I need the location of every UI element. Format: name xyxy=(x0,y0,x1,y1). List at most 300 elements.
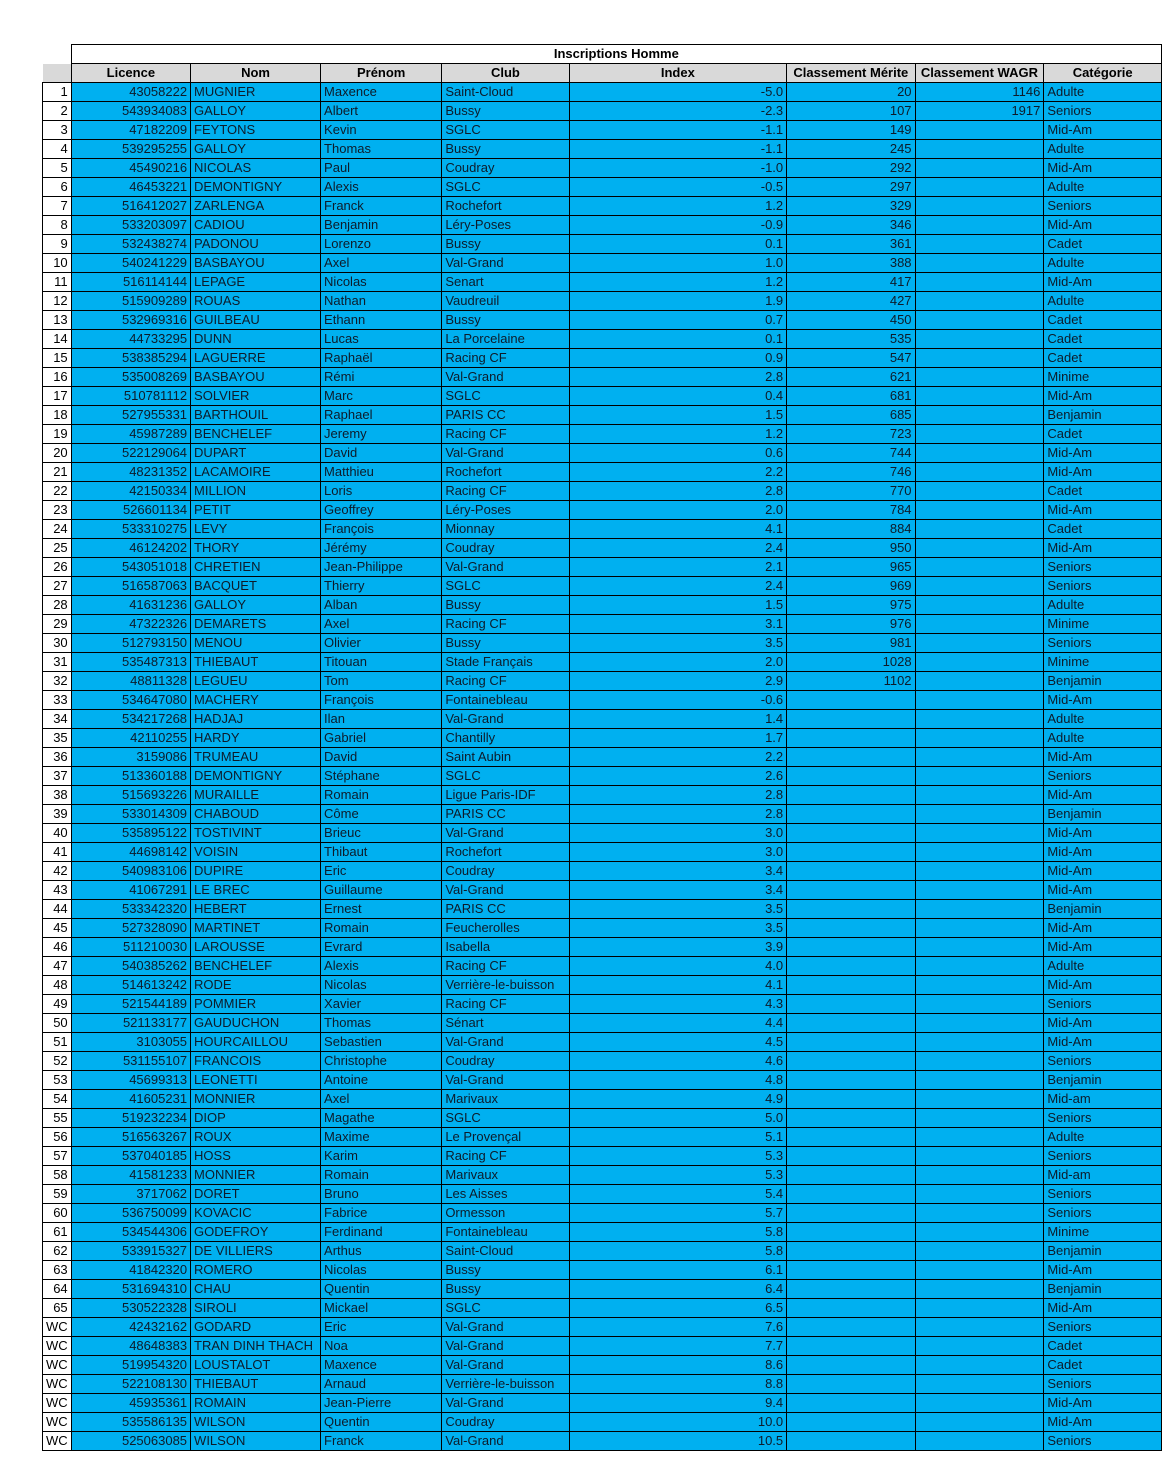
cell-club: PARIS CC xyxy=(442,406,569,425)
cell-classement-wagr xyxy=(915,1413,1044,1432)
cell-prenom: Jean-Philippe xyxy=(321,558,442,577)
table-row xyxy=(43,710,1162,729)
cell-licence: 532438274 xyxy=(71,235,190,254)
cell-prenom: Jeremy xyxy=(321,425,442,444)
cell-classement-merite: 329 xyxy=(787,197,915,216)
row-number: 43 xyxy=(43,881,72,900)
cell-club: Coudray xyxy=(442,1052,569,1071)
cell-classement-merite: 346 xyxy=(787,216,915,235)
table-row xyxy=(43,862,1162,881)
table-row xyxy=(43,1432,1162,1451)
row-number: 49 xyxy=(43,995,72,1014)
cell-prenom: Mickael xyxy=(321,1299,442,1318)
cell-classement-wagr xyxy=(915,311,1044,330)
cell-licence: 41605231 xyxy=(71,1090,190,1109)
cell-club: SGLC xyxy=(442,387,569,406)
cell-club: Saint-Cloud xyxy=(442,83,569,102)
cell-classement-merite: 746 xyxy=(787,463,915,482)
row-number: 33 xyxy=(43,691,72,710)
cell-prenom: Franck xyxy=(321,197,442,216)
cell-classement-merite xyxy=(787,1242,915,1261)
cell-classement-merite: 1028 xyxy=(787,653,915,672)
cell-licence: 44698142 xyxy=(71,843,190,862)
table-row xyxy=(43,1375,1162,1394)
row-number: 64 xyxy=(43,1280,72,1299)
cell-club: Bussy xyxy=(442,102,569,121)
row-number: 13 xyxy=(43,311,72,330)
cell-index: 8.6 xyxy=(569,1356,787,1375)
cell-classement-wagr xyxy=(915,1033,1044,1052)
row-number: 37 xyxy=(43,767,72,786)
cell-classement-wagr xyxy=(915,1166,1044,1185)
cell-prenom: Magathe xyxy=(321,1109,442,1128)
cell-prenom: Arthus xyxy=(321,1242,442,1261)
cell-categorie: Mid-Am xyxy=(1044,843,1162,862)
cell-prenom: David xyxy=(321,444,442,463)
cell-club: Val-Grand xyxy=(442,558,569,577)
cell-licence: 533915327 xyxy=(71,1242,190,1261)
cell-licence: 42150334 xyxy=(71,482,190,501)
header-classement-merite: Classement Mérite xyxy=(787,64,915,83)
table-row xyxy=(43,577,1162,596)
cell-licence: 514613242 xyxy=(71,976,190,995)
cell-club: Rochefort xyxy=(442,843,569,862)
cell-licence: 47182209 xyxy=(71,121,190,140)
cell-classement-wagr xyxy=(915,140,1044,159)
cell-classement-wagr xyxy=(915,1432,1044,1451)
cell-prenom: Eric xyxy=(321,1318,442,1337)
cell-classement-wagr xyxy=(915,406,1044,425)
cell-prenom: Alexis xyxy=(321,957,442,976)
cell-index: 4.5 xyxy=(569,1033,787,1052)
cell-nom: HADJAJ xyxy=(191,710,321,729)
cell-classement-merite xyxy=(787,1318,915,1337)
cell-prenom: Tom xyxy=(321,672,442,691)
cell-index: 9.4 xyxy=(569,1394,787,1413)
cell-nom: LE BREC xyxy=(191,881,321,900)
cell-categorie: Adulte xyxy=(1044,596,1162,615)
cell-club: Racing CF xyxy=(442,482,569,501)
cell-nom: ZARLENGA xyxy=(191,197,321,216)
table-row xyxy=(43,273,1162,292)
row-number: 56 xyxy=(43,1128,72,1147)
cell-categorie: Benjamin xyxy=(1044,1280,1162,1299)
cell-categorie: Mid-Am xyxy=(1044,976,1162,995)
cell-categorie: Seniors xyxy=(1044,1375,1162,1394)
cell-categorie: Cadet xyxy=(1044,425,1162,444)
cell-classement-merite xyxy=(787,843,915,862)
corner-blank xyxy=(43,45,72,64)
cell-categorie: Minime xyxy=(1044,368,1162,387)
cell-licence: 46453221 xyxy=(71,178,190,197)
table-row xyxy=(43,1090,1162,1109)
row-number: 61 xyxy=(43,1223,72,1242)
cell-licence: 527328090 xyxy=(71,919,190,938)
cell-classement-wagr xyxy=(915,1204,1044,1223)
cell-classement-merite: 535 xyxy=(787,330,915,349)
cell-prenom: Thomas xyxy=(321,140,442,159)
cell-licence: 45935361 xyxy=(71,1394,190,1413)
cell-classement-merite xyxy=(787,938,915,957)
cell-classement-merite xyxy=(787,1147,915,1166)
cell-nom: TRAN DINH THACH xyxy=(191,1337,321,1356)
cell-prenom: Brieuc xyxy=(321,824,442,843)
cell-prenom: Evrard xyxy=(321,938,442,957)
cell-licence: 46124202 xyxy=(71,539,190,558)
cell-licence: 533014309 xyxy=(71,805,190,824)
row-number: 24 xyxy=(43,520,72,539)
cell-licence: 519954320 xyxy=(71,1356,190,1375)
table-row xyxy=(43,1318,1162,1337)
cell-prenom: Raphael xyxy=(321,406,442,425)
cell-prenom: Christophe xyxy=(321,1052,442,1071)
cell-prenom: Ferdinand xyxy=(321,1223,442,1242)
row-number: 4 xyxy=(43,140,72,159)
cell-nom: ROUX xyxy=(191,1128,321,1147)
cell-classement-merite: 975 xyxy=(787,596,915,615)
cell-prenom: Nicolas xyxy=(321,976,442,995)
cell-prenom: Thibaut xyxy=(321,843,442,862)
cell-classement-wagr xyxy=(915,672,1044,691)
cell-classement-merite xyxy=(787,881,915,900)
cell-classement-wagr xyxy=(915,520,1044,539)
cell-classement-wagr xyxy=(915,577,1044,596)
cell-classement-wagr xyxy=(915,653,1044,672)
cell-club: Racing CF xyxy=(442,672,569,691)
cell-classement-merite: 965 xyxy=(787,558,915,577)
cell-classement-merite: 1102 xyxy=(787,672,915,691)
cell-classement-merite: 107 xyxy=(787,102,915,121)
cell-nom: GALLOY xyxy=(191,140,321,159)
cell-index: 1.2 xyxy=(569,197,787,216)
cell-categorie: Mid-Am xyxy=(1044,824,1162,843)
cell-categorie: Mid-Am xyxy=(1044,1413,1162,1432)
row-number: 40 xyxy=(43,824,72,843)
cell-index: 0.4 xyxy=(569,387,787,406)
cell-licence: 512793150 xyxy=(71,634,190,653)
cell-club: Bussy xyxy=(442,1280,569,1299)
cell-classement-merite: 388 xyxy=(787,254,915,273)
cell-club: Bussy xyxy=(442,634,569,653)
cell-prenom: Maxence xyxy=(321,83,442,102)
cell-prenom: Maxence xyxy=(321,1356,442,1375)
cell-index: 4.1 xyxy=(569,520,787,539)
cell-categorie: Mid-Am xyxy=(1044,121,1162,140)
cell-index: 1.0 xyxy=(569,254,787,273)
cell-nom: MILLION xyxy=(191,482,321,501)
cell-classement-merite xyxy=(787,976,915,995)
cell-index: 5.3 xyxy=(569,1166,787,1185)
cell-classement-wagr xyxy=(915,330,1044,349)
row-number: 7 xyxy=(43,197,72,216)
table-row xyxy=(43,1299,1162,1318)
row-number: 28 xyxy=(43,596,72,615)
cell-index: 2.0 xyxy=(569,501,787,520)
cell-prenom: Antoine xyxy=(321,1071,442,1090)
cell-classement-merite xyxy=(787,1337,915,1356)
table-row xyxy=(43,197,1162,216)
table-row xyxy=(43,1280,1162,1299)
cell-categorie: Cadet xyxy=(1044,311,1162,330)
table-row xyxy=(43,1052,1162,1071)
row-number: 32 xyxy=(43,672,72,691)
cell-club: Racing CF xyxy=(442,425,569,444)
cell-classement-merite: 297 xyxy=(787,178,915,197)
cell-licence: 47322326 xyxy=(71,615,190,634)
cell-nom: CHABOUD xyxy=(191,805,321,824)
cell-nom: DUPART xyxy=(191,444,321,463)
cell-club: Val-Grand xyxy=(442,1318,569,1337)
table-row xyxy=(43,653,1162,672)
cell-classement-merite: 723 xyxy=(787,425,915,444)
cell-index: 0.1 xyxy=(569,235,787,254)
cell-licence: 43058222 xyxy=(71,83,190,102)
row-number: 10 xyxy=(43,254,72,273)
cell-licence: 48811328 xyxy=(71,672,190,691)
row-number: 41 xyxy=(43,843,72,862)
cell-classement-merite xyxy=(787,786,915,805)
cell-nom: LOUSTALOT xyxy=(191,1356,321,1375)
cell-nom: CHRETIEN xyxy=(191,558,321,577)
cell-classement-wagr xyxy=(915,1147,1044,1166)
cell-categorie: Mid-Am xyxy=(1044,216,1162,235)
cell-classement-wagr xyxy=(915,767,1044,786)
cell-licence: 534544306 xyxy=(71,1223,190,1242)
cell-categorie: Mid-Am xyxy=(1044,273,1162,292)
cell-index: 5.1 xyxy=(569,1128,787,1147)
cell-classement-wagr xyxy=(915,558,1044,577)
cell-categorie: Seniors xyxy=(1044,1052,1162,1071)
cell-club: SGLC xyxy=(442,577,569,596)
cell-club: PARIS CC xyxy=(442,805,569,824)
cell-licence: 538385294 xyxy=(71,349,190,368)
cell-classement-wagr xyxy=(915,710,1044,729)
cell-classement-merite: 976 xyxy=(787,615,915,634)
cell-licence: 48648383 xyxy=(71,1337,190,1356)
table-row xyxy=(43,938,1162,957)
table-row xyxy=(43,1394,1162,1413)
cell-classement-merite: 744 xyxy=(787,444,915,463)
cell-prenom: David xyxy=(321,748,442,767)
table-row xyxy=(43,558,1162,577)
cell-licence: 527955331 xyxy=(71,406,190,425)
row-number: 23 xyxy=(43,501,72,520)
cell-classement-wagr xyxy=(915,425,1044,444)
cell-categorie: Mid-Am xyxy=(1044,919,1162,938)
table-row xyxy=(43,520,1162,539)
cell-categorie: Adulte xyxy=(1044,140,1162,159)
cell-classement-merite xyxy=(787,1394,915,1413)
table-row xyxy=(43,1242,1162,1261)
cell-index: -0.5 xyxy=(569,178,787,197)
cell-licence: 44733295 xyxy=(71,330,190,349)
cell-classement-wagr xyxy=(915,1014,1044,1033)
cell-prenom: Olivier xyxy=(321,634,442,653)
cell-club: Bussy xyxy=(442,235,569,254)
cell-categorie: Cadet xyxy=(1044,235,1162,254)
cell-index: 3.5 xyxy=(569,634,787,653)
cell-classement-merite xyxy=(787,1261,915,1280)
cell-nom: MACHERY xyxy=(191,691,321,710)
cell-licence: 531694310 xyxy=(71,1280,190,1299)
cell-prenom: Nicolas xyxy=(321,273,442,292)
cell-licence: 42432162 xyxy=(71,1318,190,1337)
cell-categorie: Seniors xyxy=(1044,1318,1162,1337)
cell-classement-wagr xyxy=(915,235,1044,254)
cell-classement-wagr xyxy=(915,368,1044,387)
cell-club: Saint Aubin xyxy=(442,748,569,767)
cell-prenom: Bruno xyxy=(321,1185,442,1204)
row-number: 16 xyxy=(43,368,72,387)
cell-categorie: Mid-Am xyxy=(1044,748,1162,767)
row-number: 12 xyxy=(43,292,72,311)
cell-nom: HOURCAILLOU xyxy=(191,1033,321,1052)
table-row xyxy=(43,919,1162,938)
cell-classement-wagr xyxy=(915,862,1044,881)
cell-licence: 534647080 xyxy=(71,691,190,710)
cell-index: 3.5 xyxy=(569,900,787,919)
cell-licence: 519232234 xyxy=(71,1109,190,1128)
row-number: WC xyxy=(43,1375,72,1394)
table-row xyxy=(43,539,1162,558)
cell-categorie: Minime xyxy=(1044,1223,1162,1242)
cell-classement-wagr xyxy=(915,273,1044,292)
cell-club: Coudray xyxy=(442,539,569,558)
cell-index: 5.4 xyxy=(569,1185,787,1204)
table-row xyxy=(43,83,1162,102)
cell-classement-wagr xyxy=(915,178,1044,197)
cell-classement-wagr xyxy=(915,995,1044,1014)
cell-index: -1.1 xyxy=(569,121,787,140)
row-number: 19 xyxy=(43,425,72,444)
cell-classement-wagr xyxy=(915,444,1044,463)
cell-classement-wagr xyxy=(915,539,1044,558)
cell-licence: 522108130 xyxy=(71,1375,190,1394)
cell-classement-merite xyxy=(787,862,915,881)
cell-club: Chantilly xyxy=(442,729,569,748)
cell-index: 5.8 xyxy=(569,1223,787,1242)
cell-licence: 543934083 xyxy=(71,102,190,121)
cell-categorie: Mid-am xyxy=(1044,1090,1162,1109)
cell-categorie: Mid-Am xyxy=(1044,387,1162,406)
cell-index: 4.9 xyxy=(569,1090,787,1109)
cell-index: 4.6 xyxy=(569,1052,787,1071)
cell-index: 6.5 xyxy=(569,1299,787,1318)
cell-club: Val-Grand xyxy=(442,1071,569,1090)
table-row xyxy=(43,292,1162,311)
cell-nom: RODE xyxy=(191,976,321,995)
cell-index: 1.5 xyxy=(569,596,787,615)
cell-prenom: Xavier xyxy=(321,995,442,1014)
cell-index: 5.8 xyxy=(569,1242,787,1261)
cell-licence: 516563267 xyxy=(71,1128,190,1147)
cell-nom: ROMAIN xyxy=(191,1394,321,1413)
cell-classement-merite xyxy=(787,1166,915,1185)
table-row xyxy=(43,995,1162,1014)
cell-index: -1.0 xyxy=(569,159,787,178)
cell-categorie: Cadet xyxy=(1044,1337,1162,1356)
cell-index: 4.3 xyxy=(569,995,787,1014)
row-number: WC xyxy=(43,1318,72,1337)
cell-licence: 45699313 xyxy=(71,1071,190,1090)
cell-classement-wagr xyxy=(915,805,1044,824)
cell-classement-wagr xyxy=(915,1109,1044,1128)
cell-prenom: Gabriel xyxy=(321,729,442,748)
cell-categorie: Mid-Am xyxy=(1044,786,1162,805)
cell-index: 0.1 xyxy=(569,330,787,349)
cell-index: 4.1 xyxy=(569,976,787,995)
table-row xyxy=(43,1223,1162,1242)
cell-club: SGLC xyxy=(442,1299,569,1318)
cell-classement-wagr xyxy=(915,216,1044,235)
cell-nom: WILSON xyxy=(191,1413,321,1432)
cell-licence: 540385262 xyxy=(71,957,190,976)
cell-classement-wagr xyxy=(915,1299,1044,1318)
cell-classement-wagr xyxy=(915,121,1044,140)
cell-prenom: Franck xyxy=(321,1432,442,1451)
cell-categorie: Mid-Am xyxy=(1044,501,1162,520)
table-row xyxy=(43,900,1162,919)
cell-classement-merite xyxy=(787,1052,915,1071)
cell-club: Bussy xyxy=(442,1261,569,1280)
row-number: WC xyxy=(43,1356,72,1375)
cell-classement-merite xyxy=(787,1280,915,1299)
cell-club: Le Provençal xyxy=(442,1128,569,1147)
cell-prenom: Nicolas xyxy=(321,1261,442,1280)
cell-club: Val-Grand xyxy=(442,1394,569,1413)
cell-licence: 3103055 xyxy=(71,1033,190,1052)
row-number: WC xyxy=(43,1413,72,1432)
cell-club: Racing CF xyxy=(442,1147,569,1166)
cell-licence: 521133177 xyxy=(71,1014,190,1033)
cell-prenom: Romain xyxy=(321,786,442,805)
cell-classement-merite: 450 xyxy=(787,311,915,330)
cell-categorie: Mid-Am xyxy=(1044,1033,1162,1052)
cell-club: Coudray xyxy=(442,1413,569,1432)
header-index: Index xyxy=(569,64,787,83)
cell-prenom: Axel xyxy=(321,1090,442,1109)
cell-prenom: Kevin xyxy=(321,121,442,140)
cell-classement-wagr xyxy=(915,1090,1044,1109)
row-number: 1 xyxy=(43,83,72,102)
cell-licence: 3717062 xyxy=(71,1185,190,1204)
row-number: 20 xyxy=(43,444,72,463)
cell-nom: DEMARETS xyxy=(191,615,321,634)
cell-prenom: Maxime xyxy=(321,1128,442,1147)
table-row xyxy=(43,349,1162,368)
cell-club: Stade Français xyxy=(442,653,569,672)
cell-licence: 526601134 xyxy=(71,501,190,520)
cell-club: Bussy xyxy=(442,311,569,330)
cell-classement-wagr xyxy=(915,900,1044,919)
row-number: 21 xyxy=(43,463,72,482)
cell-nom: THIEBAUT xyxy=(191,653,321,672)
table-row xyxy=(43,102,1162,121)
cell-prenom: Thierry xyxy=(321,577,442,596)
cell-nom: DEMONTIGNY xyxy=(191,178,321,197)
cell-classement-merite xyxy=(787,1432,915,1451)
row-number: 44 xyxy=(43,900,72,919)
cell-club: Rochefort xyxy=(442,463,569,482)
cell-categorie: Benjamin xyxy=(1044,805,1162,824)
cell-club: Val-Grand xyxy=(442,1337,569,1356)
cell-classement-merite: 981 xyxy=(787,634,915,653)
table-row xyxy=(43,634,1162,653)
cell-classement-merite: 685 xyxy=(787,406,915,425)
cell-index: 2.8 xyxy=(569,368,787,387)
cell-nom: HEBERT xyxy=(191,900,321,919)
row-number: 46 xyxy=(43,938,72,957)
